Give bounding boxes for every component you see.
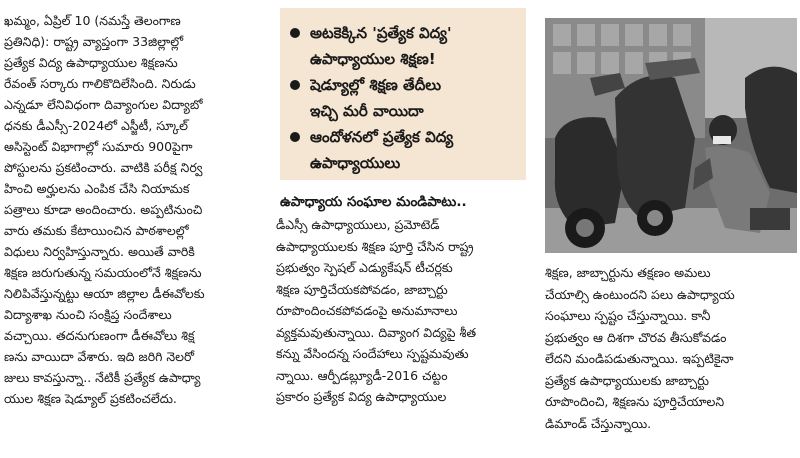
highlight-item <box>284 72 524 124</box>
text-line: ణను వాయిదా వేశారు. ఇది జరిగి నెలరో <box>4 349 195 364</box>
text-line: రూపొందించకపోవడంపై అనుమానాలు <box>276 303 458 318</box>
text-line: శిక్షణ పూర్తిచేయకపోవడం, జాబ్చార్టు <box>276 281 448 297</box>
highlight-line: ఉపాధ్యాయులు <box>310 154 401 172</box>
text-line: హించి అర్హులను ఎంపిక చేసి నియామక <box>4 181 190 196</box>
text-line: చేయాల్సి ఉంటుందని పలు ఉపాధ్యాయ <box>545 286 735 302</box>
text-line: విధులు నిర్వహిస్తున్నారు. అయితే వారికి <box>4 244 195 259</box>
text-line: కన్ను వేసిందన్న సందేహాలు స్పష్టమవుతు <box>276 346 469 361</box>
highlight-line: ఉపాధ్యాయుల శిక్షణ! <box>310 50 436 68</box>
text-line: డిమాండ్ చేస్తున్నాయి. <box>545 415 652 431</box>
highlight-line: షెడ్యూల్లో శిక్షణ తేదీలు <box>310 76 442 94</box>
text-line: ప్రత్యేక విద్య ఉపాధ్యాయుల శిక్షణను <box>4 55 178 70</box>
text-line: పత్రాలు కూడా అందించారు. అప్పటినుంచి <box>4 202 203 217</box>
highlight-line: ఆందోళనలో ప్రత్యేక విద్య <box>310 128 454 146</box>
text-line: వారు తమకు కేటాయించిన పాఠశాలల్లో <box>4 223 189 238</box>
text-line: ప్రకారం ప్రత్యేక విద్య ఉపాధ్యాయుల <box>276 389 447 404</box>
bullet-icon <box>290 28 300 38</box>
news-photo <box>545 18 797 253</box>
text-line: వ్యక్తమవుతున్నాయి. దివ్యాంగ విద్యపై శీత <box>276 324 477 340</box>
text-line: రేవంత్ సర్కారు గాలికొదిలేసింది. నిరుడు <box>4 76 196 91</box>
text-line: నిలిపివేస్తున్నట్టు ఆయా జిల్లాల డీఈవోలకు <box>4 286 205 301</box>
text-line: వచ్చాయి. తదనుగుణంగా డీఈవోలు శిక్ష <box>4 328 195 343</box>
text-line: విద్యాశాఖ నుంచి సంక్షిప్త సందేశాలు <box>4 307 172 322</box>
bullet-icon <box>290 80 300 90</box>
bullet-icon <box>290 132 300 142</box>
text-line: అసిస్టెంట్ విభాగాల్లో సుమారు 900పైగా <box>4 139 193 154</box>
subheading: ఉపాధ్యాయ సంఘాల మండిపాటు.. <box>280 194 467 210</box>
text-line: డీఎస్సీ ఉపాధ్యాయులు, ప్రమోటెడ్ <box>276 217 440 232</box>
highlight-line: అటకెక్కిన 'ప్రత్యేక విద్య' <box>310 24 452 42</box>
photo-scooters-and-child-icon <box>545 18 797 253</box>
text-line: శిక్షణ జరుగుతున్న సమయంలోనే శిక్షణను <box>4 265 202 280</box>
text-line: ప్రతినిధి): రాష్ట్ర వ్యాప్తంగా 33జిల్లాల్లో <box>4 34 184 49</box>
highlight-item <box>284 124 524 176</box>
text-line: రూపొందించి, శిక్షణను పూర్తిచేయాలని <box>545 394 725 409</box>
text-line: యుల శిక్షణ షెడ్యూల్ ప్రకటించలేదు. <box>4 391 177 406</box>
text-line: జులు కావస్తున్నా.. నేటికీ ప్రత్యేక ఉపాధ్యా <box>4 370 201 385</box>
highlight-line: ఇచ్చి మరీ వాయిదా <box>310 102 424 120</box>
text-line: న్నాయి. ఆర్పీడబ్ల్యూడీ-2016 చట్టం <box>276 367 448 383</box>
text-line: ఖమ్మం, ఏప్రిల్ 10 (నమస్తే తెలంగాణ <box>4 13 181 28</box>
text-line: ప్రభుత్వం స్పెషల్ ఎడ్యుకేషన్ టీచర్లకు <box>276 260 453 275</box>
text-line: ధనకు డీఎస్సీ-2024లో ఎస్జీటీ, స్కూల్ <box>4 118 189 133</box>
text-line: ప్రత్యేక ఉపాధ్యాయులకు జాబ్చార్టు <box>545 372 709 388</box>
highlight-item <box>284 20 524 72</box>
text-line: లేదని మండిపడుతున్నాయి. ఇప్పటికైనా <box>545 351 734 366</box>
text-line: ఎన్నడూ లేనివిధంగా దివ్యాంగుల విద్యాబో <box>4 97 203 112</box>
text-line: సంఘాలు స్పష్టం చేస్తున్నాయి. కానీ <box>545 308 711 323</box>
column-3-text <box>541 262 800 434</box>
column-2-text <box>272 214 534 408</box>
text-line: ఉపాధ్యాయులకు శిక్షణ పూర్తి చేసిన రాష్ట్ర <box>276 238 474 254</box>
text-line: శిక్షణ, జాబ్చార్టును తక్షణం అమలు <box>545 265 711 280</box>
text-line: పోస్టులను ప్రకటించారు. వాటికి పరీక్ష నిర్వ <box>4 160 203 175</box>
text-line: ప్రభుత్వం ఆ దిశగా చొరవ తీసుకోవడం <box>545 329 727 345</box>
highlights-box <box>280 8 526 180</box>
column-1-text <box>0 10 265 409</box>
